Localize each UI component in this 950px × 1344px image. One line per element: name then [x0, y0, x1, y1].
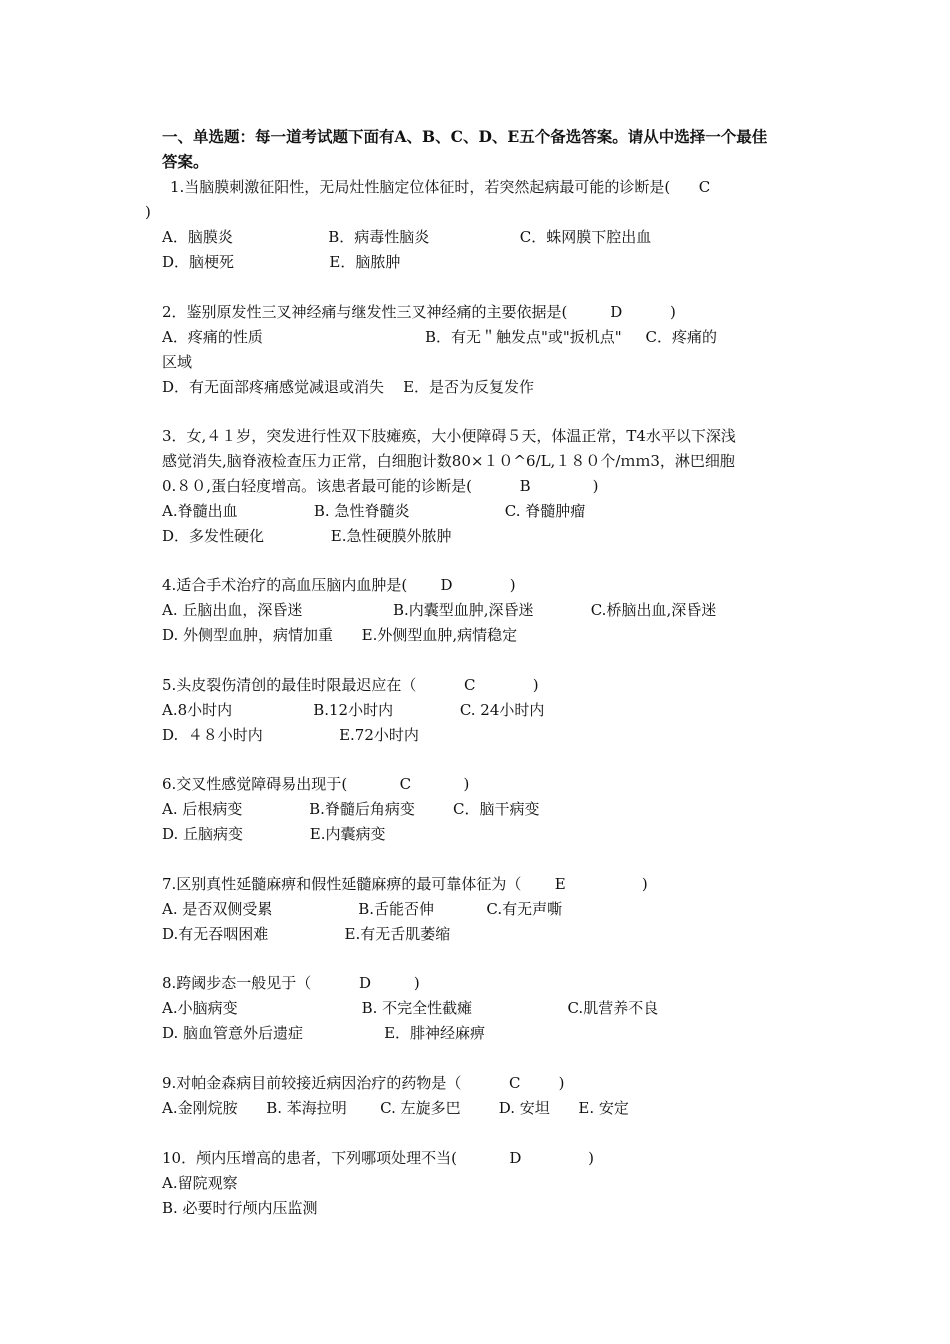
- question-9-options: A.金刚烷胺 B. 苯海拉明 C. 左旋多巴 D. 安坦 E. 安定: [162, 1099, 629, 1117]
- question-3-text-cont: 感觉消失,脑脊液检查压力正常，白细胞计数80×１０^6/L,１８０个/ｍｍ3，淋巴细胞: [162, 452, 735, 470]
- question-3-text-cont: 0.８０,蛋白轻度增高。该患者最可能的诊断是( B ): [162, 477, 599, 495]
- question-10-options: A.留院观察: [162, 1174, 238, 1192]
- question-2-options: 区域: [162, 353, 193, 371]
- question-5-options: A.8小时内 B.12小时内 C. 24小时内: [162, 701, 545, 719]
- question-3-options: D．多发性硬化 E.急性硬膜外脓肿: [162, 527, 452, 545]
- question-4-options: A. 丘脑出血，深昏迷 B.内囊型血肿,深昏迷 C.桥脑出血,深昏迷: [162, 601, 717, 619]
- question-7-text: 7.区别真性延髓麻痹和假性延髓麻痹的最可靠体征为（ E ): [162, 875, 648, 893]
- question-6-options: D. 丘脑病变 E.内囊病变: [162, 825, 386, 843]
- question-9-text: 9.对帕金森病目前较接近病因治疗的药物是（ C ): [162, 1074, 565, 1092]
- question-1-options: D．脑梗死 E．脑脓肿: [162, 253, 401, 271]
- question-6-options: A. 后根病变 B.脊髓后角病变 C．脑干病变: [162, 800, 540, 818]
- section-heading-line-1: 一、单选题：每一道考试题下面有A、B、C、D、E五个备选答案。请从中选择一个最佳: [162, 127, 768, 146]
- question-8-options: A.小脑病变 B. 不完全性截瘫 C.肌营养不良: [162, 999, 659, 1017]
- question-1-options: A．脑膜炎 B．病毒性脑炎 C．蛛网膜下腔出血: [162, 228, 652, 246]
- question-5-options: D. ４８小时内 E.72小时内: [162, 726, 419, 744]
- question-7-options: A. 是否双侧受累 B.舌能否伸 C.有无声嘶: [162, 900, 563, 918]
- question-5-text: 5.头皮裂伤清创的最佳时限最迟应在（ C ): [162, 676, 539, 694]
- question-2-text: 2．鉴别原发性三叉神经痛与继发性三叉神经痛的主要依据是( D ): [162, 303, 676, 321]
- question-7-options: D.有无吞咽困难 E.有无舌肌萎缩: [162, 925, 451, 943]
- question-3-text: 3．女,４１岁，突发进行性双下肢瘫痪，大小便障碍５天，体温正常，T4水平以下深浅: [162, 427, 736, 445]
- question-1-text-cont: ): [145, 203, 151, 221]
- question-3-options: A.脊髓出血 B. 急性脊髓炎 C. 脊髓肿瘤: [162, 502, 586, 520]
- question-10-text: 10．颅内压增高的患者，下列哪项处理不当( D ): [162, 1149, 595, 1167]
- question-4-text: 4.适合手术治疗的高血压脑内血肿是( D ): [162, 576, 516, 594]
- question-8-text: 8.跨阈步态一般见于（ D ): [162, 974, 420, 992]
- question-10-options: B. 必要时行颅内压监测: [162, 1199, 318, 1217]
- question-4-options: D. 外侧型血肿，病情加重 E.外侧型血肿,病情稳定: [162, 626, 518, 644]
- section-heading-line-2: 答案。: [162, 152, 209, 171]
- question-8-options: D. 脑血管意外后遗症 E．腓神经麻痹: [162, 1024, 486, 1042]
- question-1-text: 1.当脑膜刺激征阳性，无局灶性脑定位体征时，若突然起病最可能的诊断是( C: [170, 178, 711, 196]
- question-2-options: A．疼痛的性质 B．有无＂触发点"或"扳机点" C．疼痛的: [162, 328, 717, 346]
- question-6-text: 6.交叉性感觉障碍易出现于( C ): [162, 775, 470, 793]
- question-2-options: D．有无面部疼痛感觉减退或消失 E．是否为反复发作: [162, 378, 535, 396]
